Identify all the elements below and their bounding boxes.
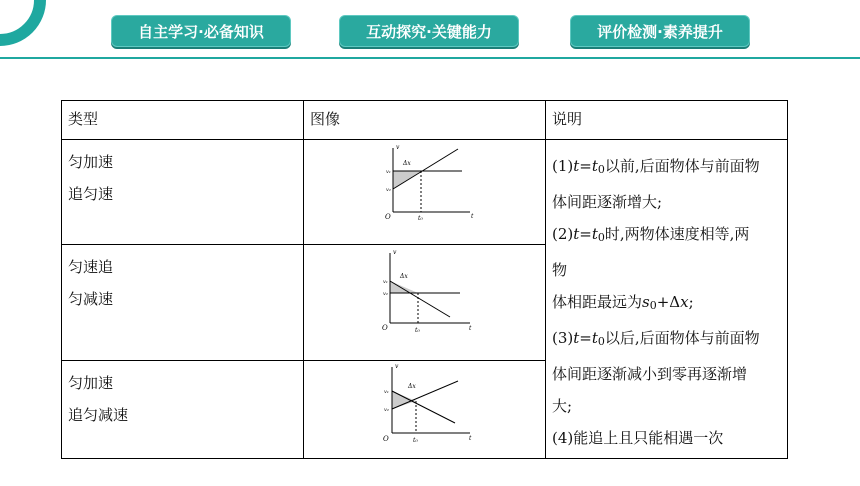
svg-text:v₂: v₂: [383, 406, 389, 413]
svg-text:t₀: t₀: [412, 436, 418, 444]
svg-text:v₁: v₁: [385, 169, 391, 175]
svg-text:Δx: Δx: [402, 160, 411, 167]
pursuit-types-table: [61, 100, 788, 459]
svg-text:t: t: [468, 324, 471, 332]
type-cell: 匀加速 追匀减速: [62, 360, 304, 459]
svg-text:v₂: v₂: [382, 290, 388, 297]
vt-graph-uniform-vs-decel: [370, 245, 480, 339]
svg-text:v: v: [392, 248, 396, 256]
corner-decoration: [0, 0, 46, 46]
svg-text:v: v: [395, 144, 399, 151]
header-type: 类型: [62, 101, 304, 140]
graph-cell: [304, 244, 546, 360]
header-description: 说明: [546, 101, 788, 140]
vt-graph-accel-vs-uniform: [370, 140, 480, 224]
svg-text:t: t: [470, 213, 473, 220]
svg-text:v₁: v₁: [382, 278, 388, 285]
svg-text:O: O: [382, 434, 389, 443]
type-cell: 匀加速 追匀速: [62, 140, 304, 245]
description-cell: [546, 140, 788, 459]
tab-interactive-inquiry[interactable]: 互动探究·关键能力: [339, 15, 519, 47]
svg-text:Δx: Δx: [399, 272, 408, 280]
description-text: (1)t=t0以前,后面物体与前面物 体间距逐渐增大; (2)t=t0时,两物体速度相等,两 物 体相距最远为s0+Δx; (3)t=t0以后,后面物体与前面物 体间距逐渐减小到零再逐渐增 大; (4)能追上且只能相遇一次: [552, 157, 760, 447]
svg-text:v₁: v₁: [383, 388, 389, 395]
svg-text:t₀: t₀: [414, 326, 420, 334]
svg-text:t: t: [468, 434, 471, 442]
svg-text:v: v: [394, 362, 398, 370]
type-cell: 匀速追 匀减速: [62, 244, 304, 360]
svg-text:Δx: Δx: [407, 382, 416, 390]
vt-graph-accel-vs-decel: [370, 361, 480, 445]
graph-cell: [304, 140, 546, 245]
header-graph: 图像: [304, 101, 546, 140]
header-divider: [0, 57, 860, 59]
graph-cell: [304, 360, 546, 459]
tab-evaluation[interactable]: 评价检测·素养提升: [570, 15, 750, 47]
tab-self-study[interactable]: 自主学习·必备知识: [111, 15, 291, 47]
table-header-row: [62, 101, 788, 140]
svg-text:v₂: v₂: [385, 187, 391, 193]
svg-text:t₀: t₀: [417, 215, 423, 222]
table-row: [62, 140, 788, 245]
svg-text:O: O: [384, 213, 391, 221]
svg-text:O: O: [381, 323, 388, 332]
